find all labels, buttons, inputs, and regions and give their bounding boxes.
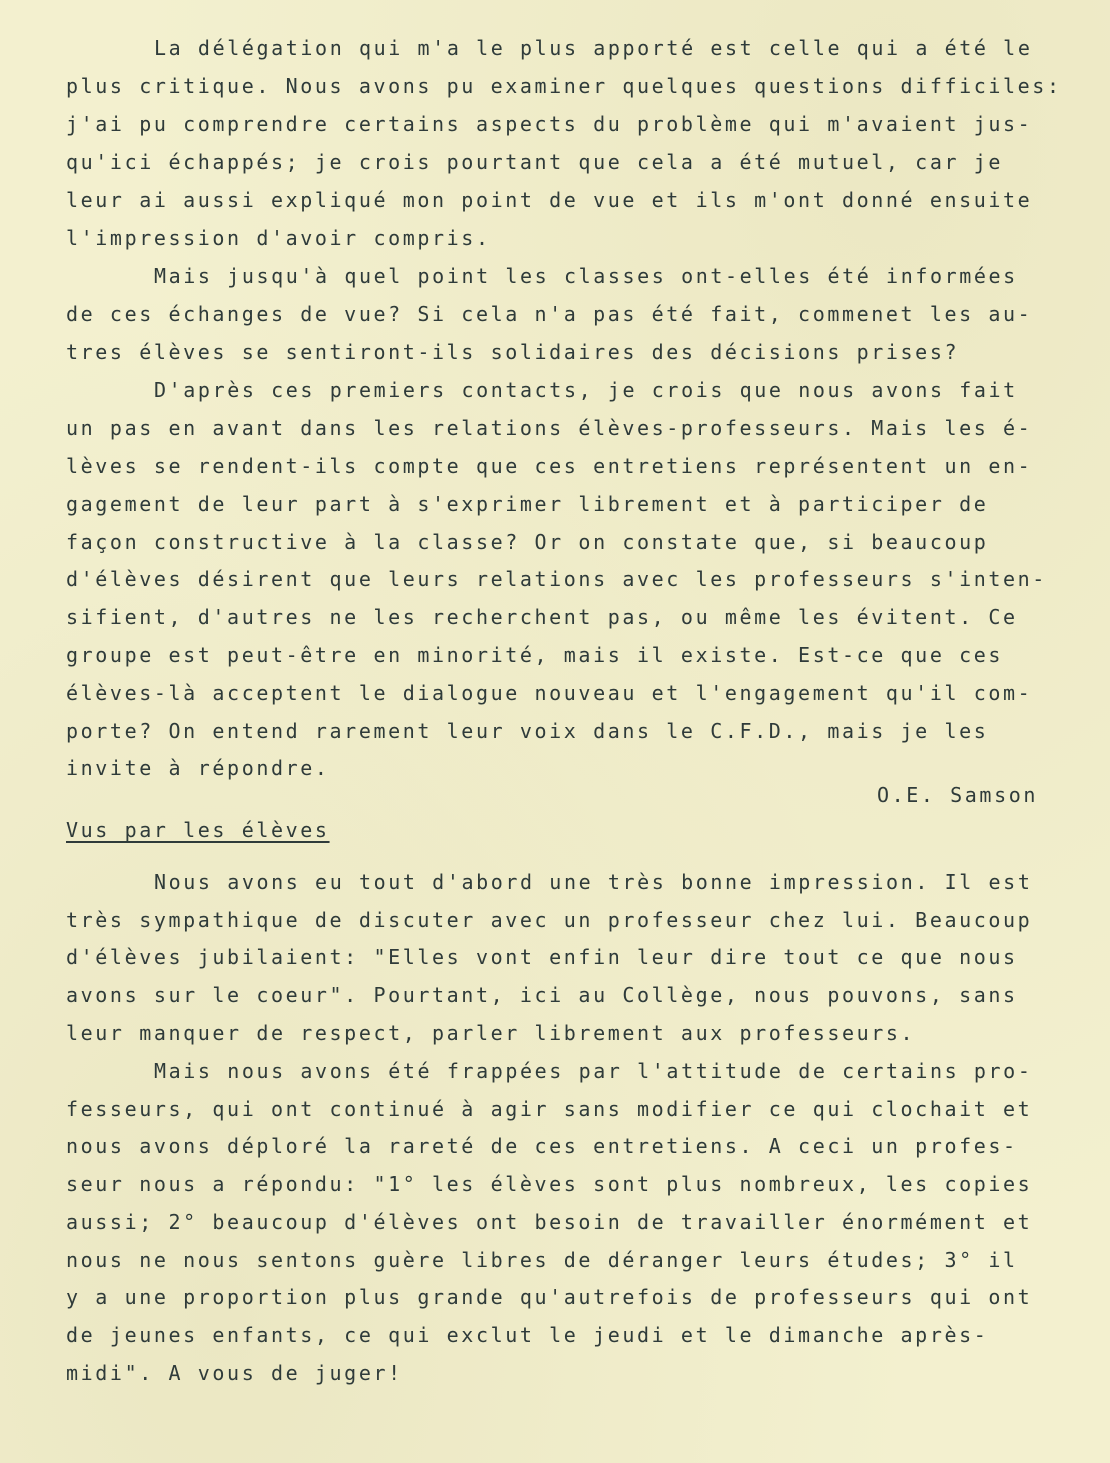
- text-line: de ces échanges de vue? Si cela n'a pas été fait, commenet les au-: [66, 302, 1033, 326]
- text-line: Mais nous avons été frappées par l'attitude de certains pro-: [154, 1059, 1033, 1083]
- text-line: seur nous a répondu: "1° les élèves sont plus nombreux, les copies: [66, 1172, 1033, 1196]
- text-line: façon constructive à la classe? Or on constate que, si beaucoup: [66, 530, 989, 554]
- text-line: porte? On entend rarement leur voix dans le C.F.D., mais je les: [66, 719, 989, 743]
- text-line: de jeunes enfants, ce qui exclut le jeudi et le dimanche après-: [66, 1323, 989, 1347]
- text-line: midi". A vous de juger!: [66, 1361, 403, 1385]
- text-line: très sympathique de discuter avec un professeur chez lui. Beaucoup: [66, 908, 1033, 932]
- text-line: élèves-là acceptent le dialogue nouveau et l'engagement qu'il com-: [66, 681, 1033, 705]
- text-line: La délégation qui m'a le plus apporté est celle qui a été le: [154, 36, 1033, 60]
- text-line: nous avons déploré la rareté de ces entretiens. A ceci un profes-: [66, 1134, 1018, 1158]
- text-line: j'ai pu comprendre certains aspects du problème qui m'avaient jus-: [66, 112, 1033, 136]
- text-line: l'impression d'avoir compris.: [66, 226, 491, 250]
- text-line: d'élèves désirent que leurs relations avec les professeurs s'inten-: [66, 567, 1047, 591]
- text-line: aussi; 2° beaucoup d'élèves ont besoin de travailler énormément et: [66, 1210, 1033, 1234]
- text-line: sifient, d'autres ne les recherchent pas, ou même les évitent. Ce: [66, 605, 1018, 629]
- text-line: nous ne nous sentons guère libres de déranger leurs études; 3° il: [66, 1248, 1018, 1272]
- text-line: D'après ces premiers contacts, je crois que nous avons fait: [154, 378, 1018, 402]
- text-line: Mais jusqu'à quel point les classes ont-elles été informées: [154, 264, 1018, 288]
- text-line: un pas en avant dans les relations élèves-professeurs. Mais les é-: [66, 416, 1033, 440]
- signature: O.E. Samson: [876, 783, 1038, 807]
- text-line: plus critique. Nous avons pu examiner quelques questions difficiles:: [66, 74, 1062, 98]
- text-line: leur manquer de respect, parler librement aux professeurs.: [66, 1021, 916, 1045]
- text-line: lèves se rendent-ils compte que ces entretiens représentent un en-: [66, 454, 1033, 478]
- text-line: tres élèves se sentiront-ils solidaires des décisions prises?: [66, 340, 960, 364]
- text-line: groupe est peut-être en minorité, mais il existe. Est-ce que ces: [66, 643, 1004, 667]
- text-line: qu'ici échappés; je crois pourtant que cela a été mutuel, car je: [66, 150, 1004, 174]
- text-line: d'élèves jubilaient: "Elles vont enfin leur dire tout ce que nous: [66, 945, 1018, 969]
- text-line: Nous avons eu tout d'abord une très bonne impression. Il est: [154, 870, 1033, 894]
- section-heading: Vus par les élèves: [66, 818, 330, 842]
- text-line: invite à répondre.: [66, 756, 330, 780]
- text-line: y a une proportion plus grande qu'autrefois de professeurs qui ont: [66, 1285, 1033, 1309]
- text-line: avons sur le coeur". Pourtant, ici au Collège, nous pouvons, sans: [66, 983, 1018, 1007]
- text-line: fesseurs, qui ont continué à agir sans modifier ce qui clochait et: [66, 1097, 1033, 1121]
- text-line: gagement de leur part à s'exprimer librement et à participer de: [66, 492, 989, 516]
- text-line: leur ai aussi expliqué mon point de vue et ils m'ont donné ensuite: [66, 188, 1033, 212]
